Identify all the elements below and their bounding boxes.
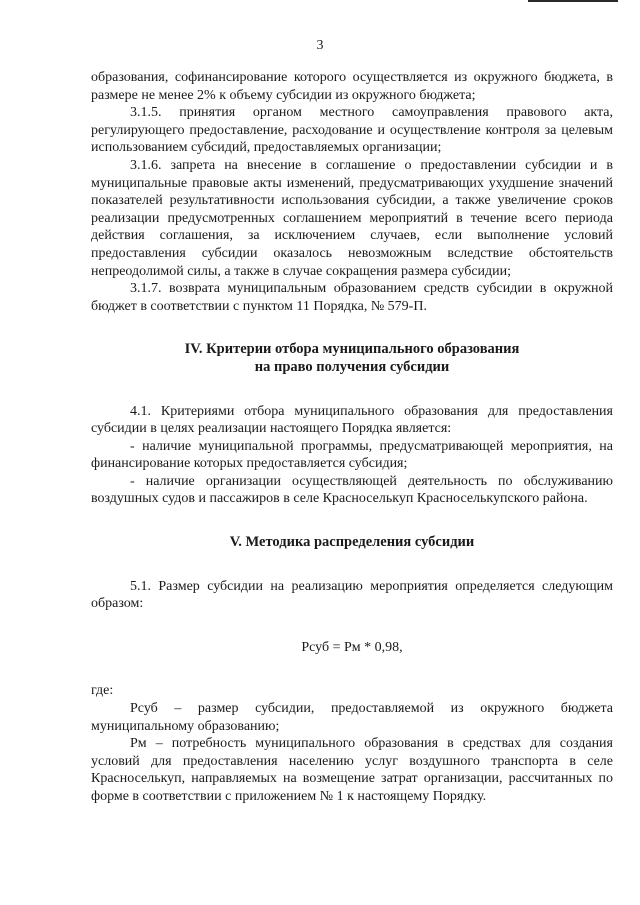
- criteria-item-program: - наличие муниципальной программы, предусматривающей мероприятия, на финансирование которых предоставляется субсидия;: [91, 438, 613, 472]
- section-4-heading-line2: на право получения субсидии: [254, 358, 450, 375]
- paragraph-continuation: образования, софинансирование которого осуществляется из окружного бюджета, в размере не менее 2% к объему субсидии из окружного бюджета;: [91, 70, 613, 103]
- definition-rm: Рм – потребность муниципального образования в средствах для создания условий для предоставления населению услуг воздушного транспорта в селе Красноселькуп, направляемых на возмещение затрат организации, рассчитанных по форме в соответствии с приложением № 1 к настоящему Порядку.: [91, 736, 613, 804]
- paragraph-3-1-6: 3.1.6. запрета на внесение в соглашение о предоставлении субсидии и в муниципальные правовые акты изменений, предусматривающих ухудшение значений показателей результативности использования субсидии, а также увеличение сроков реализации предусмотренных соглашением мероприятий в течение всего периода действия соглашения, за исключением случаев, если выполнение условий предоставления субсидии оказалось невозможным вследствие обстоятельств непреодолимой силы, а также в случае сокращения размера субсидии;: [91, 157, 613, 279]
- paragraph-3-1-7: 3.1.7. возврата муниципальным образованием средств субсидии в окружной бюджет в соответствии с пунктом 11 Порядка, № 579-П.: [91, 281, 613, 314]
- subsidy-formula: Рсуб = Рм * 0,98,: [301, 639, 403, 655]
- paragraph-5-1: 5.1. Размер субсидии на реализацию мероприятия определяется следующим образом:: [91, 578, 613, 612]
- criteria-item-organization: - наличие организации осуществляющей деятельность по обслуживанию воздушных судов и пассажиров в селе Красноселькуп Красноселькупского района.: [91, 473, 613, 507]
- section-4-heading-line1: IV. Критерии отбора муниципального образования: [184, 341, 520, 358]
- document-body: [91, 69, 613, 806]
- definition-rsub: Рсуб – размер субсидии, предоставляемой из окружного бюджета муниципальному образованию;: [91, 701, 613, 734]
- paragraph-4-1: 4.1. Критериями отбора муниципального образования для предоставления субсидии в целях реализации настоящего Порядка является:: [91, 403, 613, 437]
- section-5-heading: V. Методика распределения субсидии: [229, 534, 475, 551]
- formula-where-label: где:: [91, 683, 114, 699]
- top-edge-rule: [528, 0, 618, 2]
- paragraph-3-1-5: 3.1.5. принятия органом местного самоуправления правового акта, регулирующего предоставление, расходование и осуществление контроля за целевым использованием субсидий, предоставляемых организации;: [91, 105, 613, 156]
- page-number: 3: [316, 38, 324, 53]
